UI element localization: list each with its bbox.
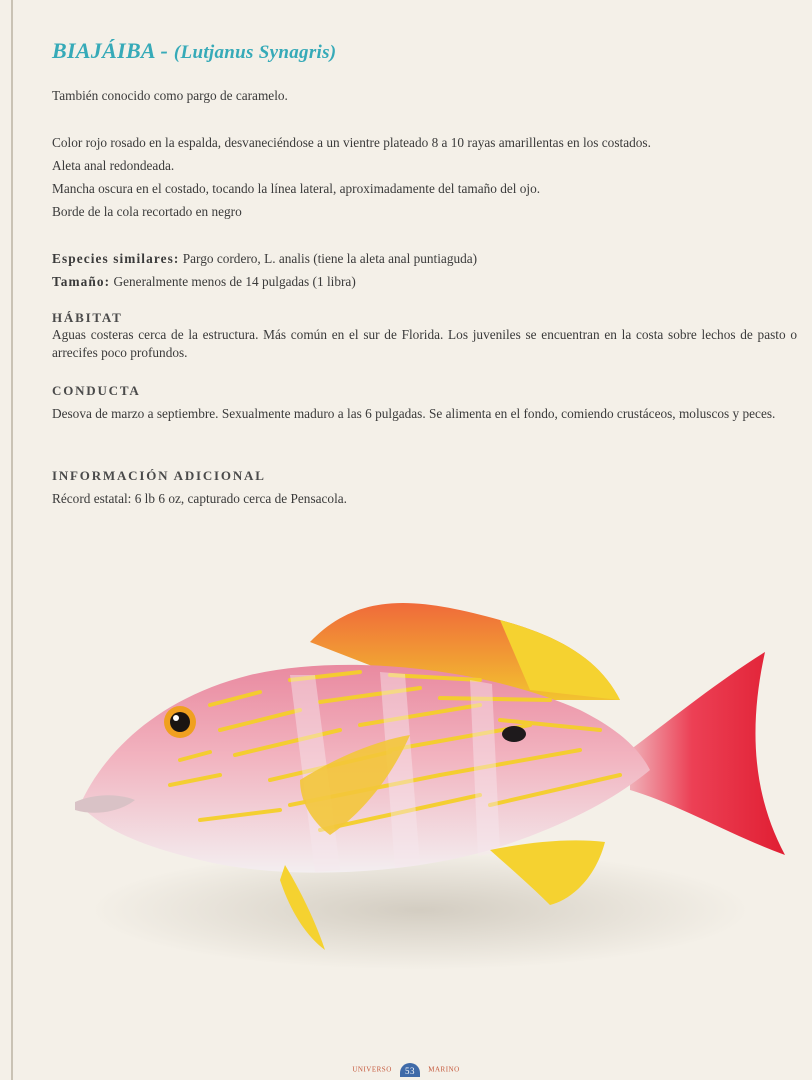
lane-snapper-image (60, 580, 812, 1000)
page-number: 53 (400, 1063, 420, 1077)
description-line: Mancha oscura en el costado, tocando la línea lateral, aproximadamente del tamaño del ojo. (52, 181, 541, 196)
habitat-heading: HÁBITAT (52, 310, 123, 325)
title-scientific-name: (Lutjanus Synagris) (173, 42, 337, 63)
page-edge (11, 0, 13, 1080)
similar-species-label: Especies similares: (52, 251, 180, 266)
habitat-section (52, 310, 797, 361)
similar-species (52, 247, 477, 270)
page-title (52, 38, 797, 64)
description-line: Color rojo rosado en la espalda, desvaneciéndose a un vientre plateado 8 a 10 rayas amarillentas en los costados. (52, 135, 651, 150)
conducta-section (52, 383, 797, 423)
description-line: Borde de la cola recortado en negro (52, 204, 242, 219)
title-common-name: BIAJÁIBA - (52, 38, 169, 63)
footer-right: MARINO (428, 1065, 460, 1074)
info-section (52, 468, 797, 508)
description-line: Aleta anal redondeada. (52, 158, 175, 173)
info-text: Récord estatal: 6 lb 6 oz, capturado cerca de Pensacola. (52, 491, 347, 506)
footer-left: UNIVERSO (352, 1065, 392, 1074)
info-heading: INFORMACIÓN ADICIONAL (52, 468, 266, 483)
also-known-as: También conocido como pargo de caramelo. (52, 88, 288, 103)
fish-illustration (60, 580, 812, 1000)
description (52, 131, 651, 223)
size-label: Tamaño: (52, 274, 111, 289)
conducta-heading: CONDUCTA (52, 383, 141, 398)
size-value: Generalmente menos de 14 pulgadas (1 libra) (113, 274, 356, 289)
similar-species-value: Pargo cordero, L. analis (tiene la aleta anal puntiaguda) (182, 251, 478, 266)
conducta-text: Desova de marzo a septiembre. Sexualmente maduro a las 6 pulgadas. Se alimenta en el fondo, comiendo crustáceos, moluscos y peces. (52, 406, 776, 421)
size (52, 270, 477, 293)
content (52, 38, 797, 506)
page-footer (0, 1063, 812, 1077)
habitat-text: Aguas costeras cerca de la estructura. Más común en el sur de Florida. Los juveniles se encuentran en la costa sobre lechos de pasto o arrecifes poco profundos. (52, 327, 797, 360)
species-facts (52, 247, 477, 293)
